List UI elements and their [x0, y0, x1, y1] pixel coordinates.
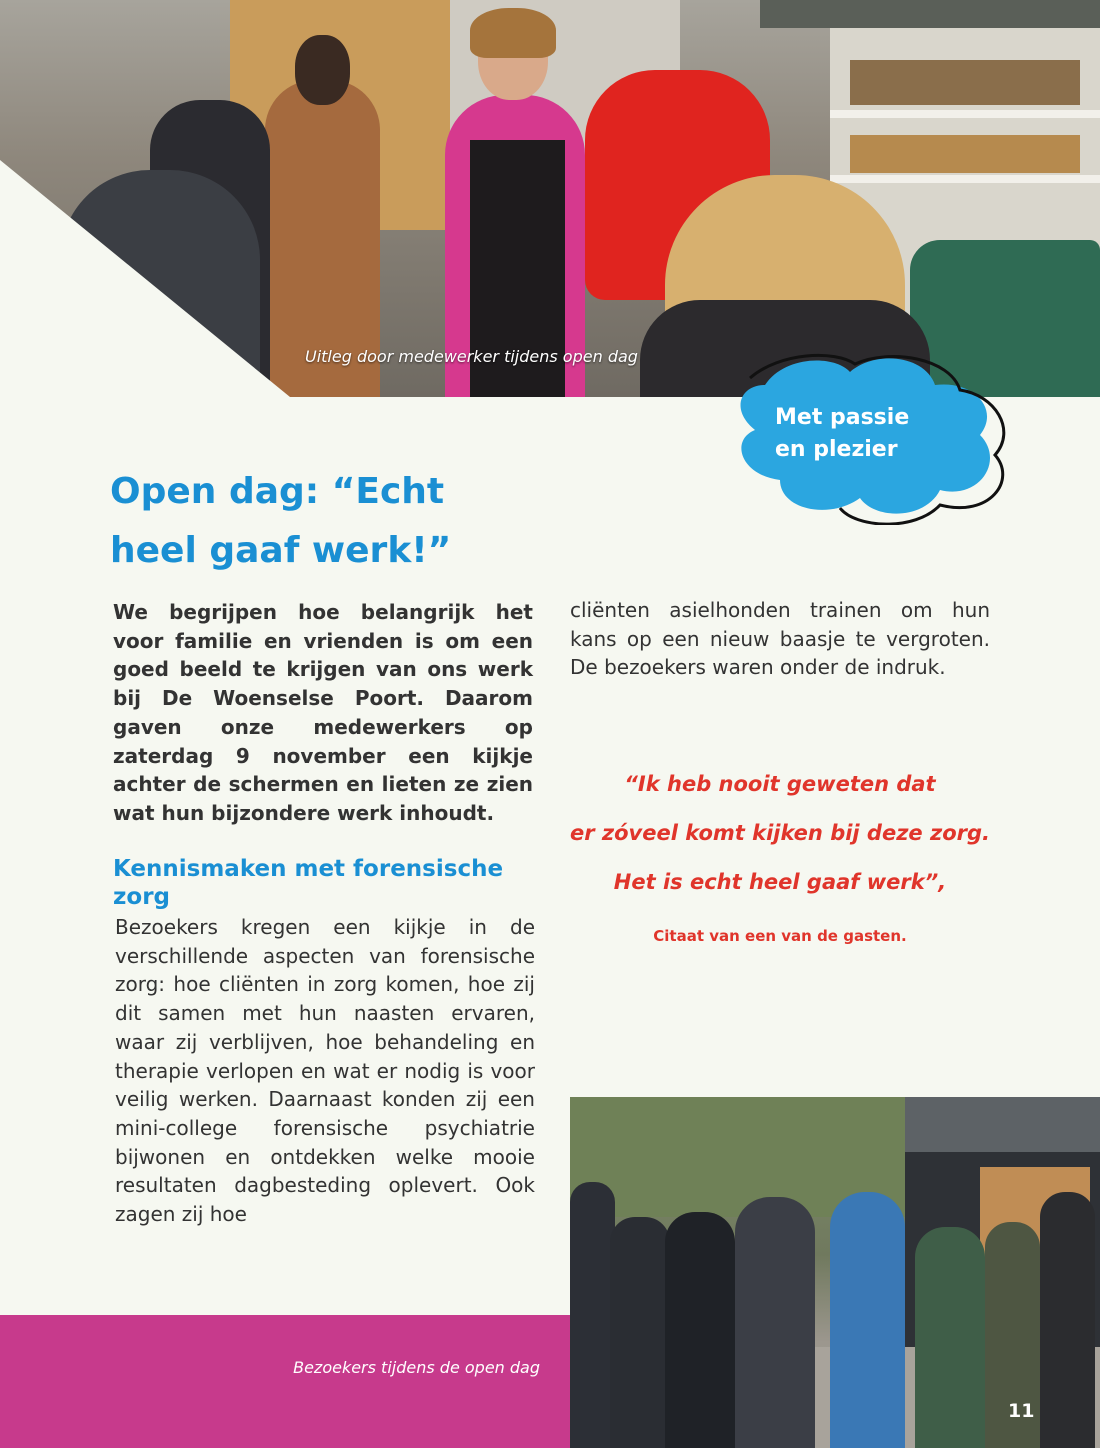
badge-text — [775, 402, 945, 466]
body-text-right: cliënten asielhonden trainen om hun kans op een nieuw baasje te vergroten. De bezoekers waren onder de indruk. — [570, 598, 990, 680]
hair-speaker — [470, 8, 556, 58]
window-top — [760, 0, 1100, 28]
visitor — [665, 1212, 735, 1448]
shelf-board — [830, 110, 1100, 118]
head-brown-coat — [295, 35, 350, 105]
page-number: 11 — [1008, 1400, 1035, 1422]
body-text-left: Bezoekers kregen een kijkje in de verschillende aspecten van forensische zorg: hoe cliënten in zorg komen, hoe zij dit samen met hun naasten ervaren, waar zij verblijven, hoe behandeling en therapie verlopen en wat er nodig is voor veilig werken. Daarnaast konden zij een mini-college forensische psychiatrie bijwonen en ontdekken welke mooie resultaten dagbesteding oplevert. Ook zagen zij hoe — [115, 915, 535, 1227]
visitor-checked-shirt — [735, 1197, 815, 1448]
quote-line-1: “Ik heb nooit geweten dat — [624, 772, 936, 796]
quote-line-2: er zóveel komt kijken bij deze zorg. — [569, 821, 990, 845]
caption-band — [0, 1315, 570, 1448]
visitor-green-coat — [915, 1227, 985, 1448]
visitor-blue-jacket — [830, 1192, 905, 1448]
badge-line1: Met passie — [775, 405, 910, 430]
shelf-goods — [850, 135, 1080, 173]
title-line1: Open dag: “Echt — [110, 471, 445, 512]
quote-attribution: Citaat van een van de gasten. — [653, 927, 907, 945]
visitor — [570, 1182, 615, 1448]
lead-paragraph: We begrijpen hoe belangrijk het voor familie en vrienden is om een goed beeld te krijgen van ons werk bij De Woenselse Poort. Daarom gaven onze medewerkers op zaterdag 9 november een kijkje achter de schermen en lieten ze zien wat hun bijzondere werk inhoudt. — [113, 600, 533, 825]
shelf-board — [830, 175, 1100, 183]
visitor — [610, 1217, 670, 1448]
top-photo-caption: Uitleg door medewerker tijdens open dag — [305, 347, 638, 366]
bottom-photo-caption: Bezoekers tijdens de open dag — [293, 1358, 540, 1377]
shelf-goods — [850, 60, 1080, 105]
quote-line-3: Het is echt heel gaaf werk”, — [613, 870, 947, 894]
section-subheading: Kennismaken met forensische zorg — [113, 856, 504, 910]
bottom-photo — [570, 1097, 1100, 1448]
badge-line2: en plezier — [775, 437, 898, 462]
person-grey-left — [60, 170, 260, 397]
top-photo — [0, 0, 1100, 397]
visitor — [1040, 1192, 1095, 1448]
title-line2: heel gaaf werk!” — [110, 530, 452, 571]
shed-roof — [905, 1097, 1100, 1157]
article-title — [110, 462, 570, 580]
